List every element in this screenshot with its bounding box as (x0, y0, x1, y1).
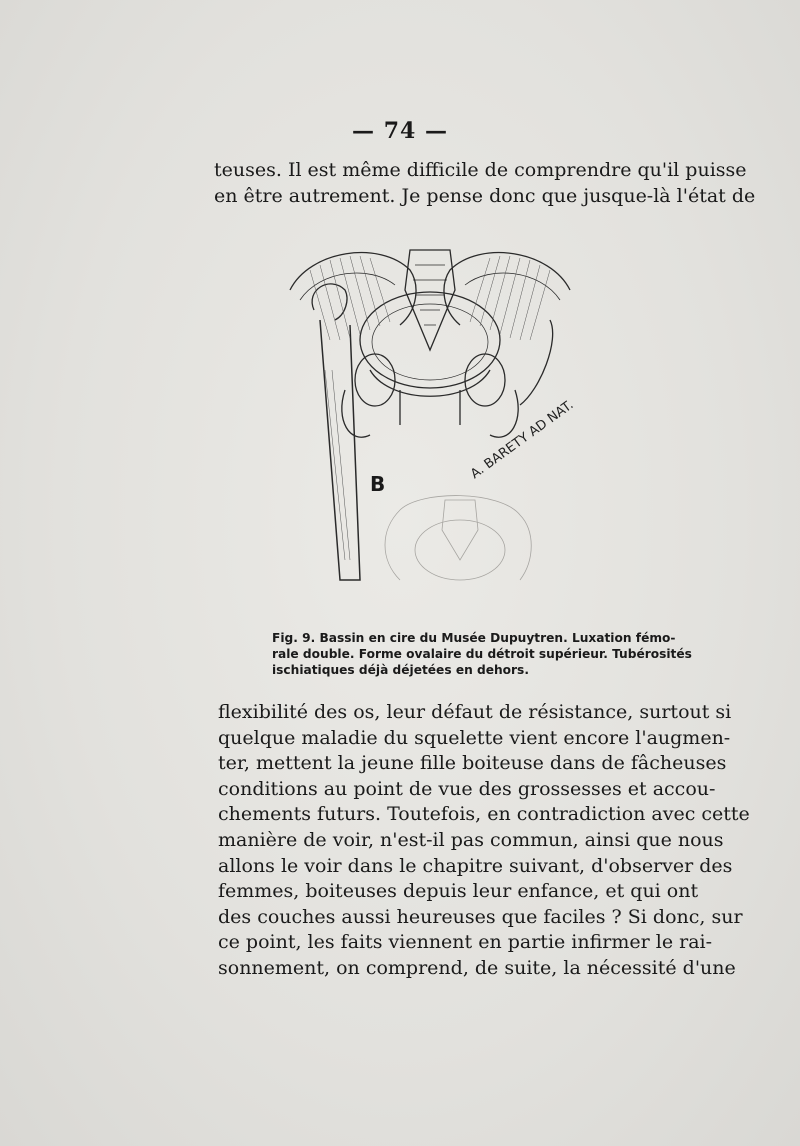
engraver-signature: A. BARETY AD NAT. (468, 397, 577, 483)
text-line: des couches aussi heureuses que faciles ? Si donc, sur (218, 905, 743, 928)
text-line: chements futurs. Toutefois, en contradiction avec cette (218, 803, 750, 826)
text-line: conditions au point de vue des grossesses et accou- (218, 777, 716, 800)
text-line: en être autrement. Je pense donc que jusque-là l'état de (214, 185, 756, 207)
text-line: allons le voir dans le chapitre suivant, d'observer des (218, 854, 733, 877)
caption-line: rale double. Forme ovalaire du détroit supérieur. Tubérosités (272, 647, 692, 661)
text-line: femmes, boiteuses depuis leur enfance, et qui ont (218, 880, 699, 903)
text-line: teuses. Il est même difficile de comprendre qu'il puisse (214, 159, 747, 181)
text-line: ter, mettent la jeune fille boiteuse dans de fâcheuses (218, 752, 727, 775)
caption-line: ischiatiques déjà déjetées en dehors. (272, 663, 529, 677)
text-line: manière de voir, n'est-il pas commun, ainsi que nous (218, 829, 724, 851)
caption-line: Fig. 9. Bassin en cire du Musée Dupuytren. Luxation fémo- (272, 631, 676, 645)
pelvis-illustration (250, 230, 610, 630)
text-line: sonnement, on comprend, de suite, la nécessité d'une (218, 957, 736, 979)
page-number: — 74 — (352, 118, 448, 144)
text-line: quelque maladie du squelette vient encore l'augmen- (218, 726, 731, 749)
figure-caption (272, 630, 692, 678)
figure-letter-mark: B (370, 472, 386, 496)
text-line: ce point, les faits viennent en partie infirmer le rai- (218, 931, 713, 954)
text-line: flexibilité des os, leur défaut de résistance, surtout si (218, 701, 732, 723)
